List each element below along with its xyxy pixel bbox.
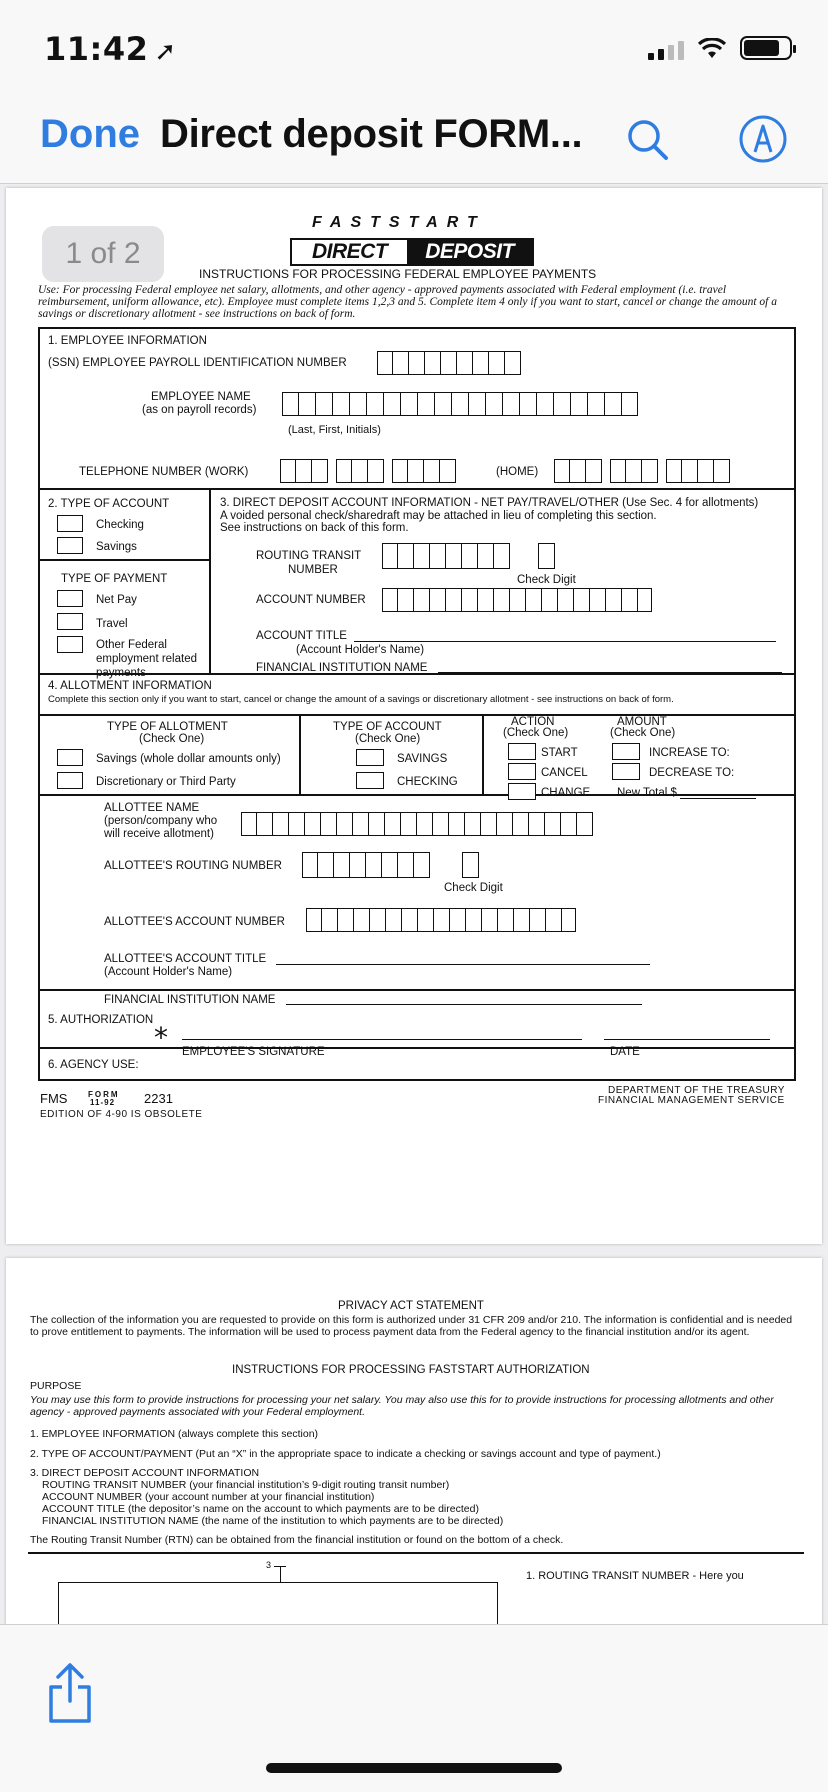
see-instructions-note: See instructions on back of this form. bbox=[220, 522, 409, 534]
check-digit-label: Check Digit bbox=[517, 574, 576, 586]
instruction-item-3b: ACCOUNT NUMBER (your account number at your financial institution) bbox=[42, 1491, 375, 1503]
net-pay-checkbox[interactable] bbox=[57, 590, 83, 607]
type-allotment-label: TYPE OF ALLOTMENT bbox=[107, 721, 228, 733]
telephone-work-area[interactable] bbox=[280, 459, 328, 483]
location-arrow-icon: ➚ bbox=[154, 37, 177, 67]
rtn-info: The Routing Transit Number (RTN) can be obtained from the financial institution or found on the bottom of a check. bbox=[30, 1534, 564, 1546]
date-field[interactable] bbox=[604, 1039, 770, 1040]
travel-checkbox[interactable] bbox=[57, 613, 83, 630]
allotment-savings-label: Savings (whole dollar amounts only) bbox=[96, 753, 281, 765]
employee-name-sublabel: (as on payroll records) bbox=[142, 404, 257, 416]
amount-check-one: (Check One) bbox=[610, 727, 676, 739]
status-time: 11:42 ➚ bbox=[44, 30, 177, 68]
footer-form-number: 11-92 bbox=[90, 1098, 116, 1107]
section-employee-info: 1. EMPLOYEE INFORMATION bbox=[48, 335, 207, 347]
section-direct-deposit: 3. DIRECT DEPOSIT ACCOUNT INFORMATION - NET PAY/TRAVEL/OTHER (Use Sec. 4 for allotments) bbox=[220, 497, 759, 509]
allottee-title-label: ALLOTTEE'S ACCOUNT TITLE bbox=[104, 953, 267, 965]
privacy-title: PRIVACY ACT STATEMENT bbox=[338, 1300, 484, 1312]
form-page-2 bbox=[6, 1258, 822, 1624]
type-allotment-check-one: (Check One) bbox=[139, 733, 205, 745]
checking-label: Checking bbox=[96, 519, 144, 531]
telephone-work-label: TELEPHONE NUMBER (WORK) bbox=[79, 466, 249, 478]
other-federal-checkbox[interactable] bbox=[57, 636, 83, 653]
action-label: ACTION bbox=[511, 716, 555, 728]
faststart-logo: FASTSTART bbox=[312, 214, 486, 231]
allottee-routing-label: ALLOTTEE'S ROUTING NUMBER bbox=[104, 860, 282, 872]
employee-name-label: EMPLOYEE NAME bbox=[151, 391, 251, 403]
voided-check-note: A voided personal check/sharedraft may be attached in lieu of completing this section. bbox=[220, 510, 657, 522]
amount-label: AMOUNT bbox=[617, 716, 667, 728]
allottee-title-field[interactable] bbox=[276, 964, 650, 965]
action-start-checkbox[interactable] bbox=[508, 743, 536, 760]
footer-number: 2231 bbox=[144, 1091, 173, 1106]
footer-fms: FMS bbox=[40, 1091, 68, 1106]
diagram-number: 3 bbox=[266, 1560, 272, 1570]
section-agency-use: 6. AGENCY USE: bbox=[48, 1059, 139, 1071]
navigation-bar bbox=[0, 92, 828, 184]
telephone-home-prefix[interactable] bbox=[610, 459, 658, 483]
check-diagram bbox=[58, 1582, 498, 1583]
privacy-text: The collection of the information you are requested to provide on this form is authorized under 31 CFR 209 and/or 210. The information is confidential and is needed to prove entitlement to payments. The information will be used to process payment data from the Federal agency to the financial institution and/or its agent. bbox=[30, 1314, 793, 1339]
financial-institution-field[interactable] bbox=[438, 672, 782, 673]
instruction-item-3d: FINANCIAL INSTITUTION NAME (the name of the institution to which payments are to be directed) bbox=[42, 1515, 504, 1527]
account-number-label: ACCOUNT NUMBER bbox=[256, 594, 366, 606]
signal-icon bbox=[648, 40, 684, 60]
allottee-name-sublabel-2: will receive allotment) bbox=[104, 828, 214, 840]
allot-savings-label: SAVINGS bbox=[397, 753, 448, 765]
footer-fms-name: FINANCIAL MANAGEMENT SERVICE bbox=[598, 1095, 785, 1106]
allottee-title-sublabel: (Account Holder's Name) bbox=[104, 966, 233, 978]
document-viewer[interactable] bbox=[0, 184, 828, 1624]
action-change-checkbox[interactable] bbox=[508, 783, 536, 800]
decrease-checkbox[interactable] bbox=[612, 763, 640, 780]
signature-label: EMPLOYEE'S SIGNATURE bbox=[182, 1046, 325, 1058]
routing-label-2: NUMBER bbox=[288, 564, 338, 576]
telephone-home-area[interactable] bbox=[554, 459, 602, 483]
use-instructions: Use: For processing Federal employee net salary, allotments, and other agency - approved payments associated with Federal employment (i.e. travel reimbursement, uniform allowance, etc). Employee must complete items 1,2,3 and 5. Complete item 4 only if you want to start, cancel or change the amount of a savings or discretionary allotment - see instructions on back of form. bbox=[38, 284, 777, 321]
telephone-home-line[interactable] bbox=[666, 459, 730, 483]
instruction-item-1: 1. EMPLOYEE INFORMATION (always complete this section) bbox=[30, 1428, 319, 1440]
instructions-title: INSTRUCTIONS FOR PROCESSING FASTSTART AUTHORIZATION bbox=[232, 1364, 590, 1376]
document-title: Direct deposit FORM... bbox=[160, 112, 583, 156]
battery-icon bbox=[740, 36, 792, 60]
checking-checkbox[interactable] bbox=[57, 515, 83, 532]
other-federal-label-3: payments bbox=[96, 667, 146, 679]
footer-edition: EDITION OF 4-90 IS OBSOLETE bbox=[40, 1109, 203, 1120]
new-total-label: New Total $ bbox=[617, 787, 677, 799]
new-total-field[interactable] bbox=[680, 798, 756, 799]
allottee-name-field[interactable] bbox=[241, 812, 593, 836]
increase-label: INCREASE TO: bbox=[649, 747, 730, 759]
search-icon[interactable] bbox=[624, 116, 672, 164]
payment-type-label: TYPE OF PAYMENT bbox=[61, 573, 168, 585]
account-title-field[interactable] bbox=[354, 641, 776, 642]
allotment-savings-checkbox[interactable] bbox=[57, 749, 83, 766]
telephone-work-prefix[interactable] bbox=[336, 459, 384, 483]
section-account-type: 2. TYPE OF ACCOUNT bbox=[48, 498, 170, 510]
page-counter: 1 of 2 bbox=[42, 226, 164, 282]
action-check-one: (Check One) bbox=[503, 727, 569, 739]
financial-institution-label: FINANCIAL INSTITUTION NAME bbox=[256, 662, 428, 674]
savings-checkbox[interactable] bbox=[57, 537, 83, 554]
allottee-name-label: ALLOTTEE NAME bbox=[104, 802, 200, 814]
purpose-text: You may use this form to provide instructions for processing your net salary. You may also use this for to provide instructions for processing allotments and other agency - approved payments associated with your Federal employment. bbox=[30, 1394, 774, 1419]
section-allotment: 4. ALLOTMENT INFORMATION bbox=[48, 680, 212, 692]
date-label: DATE bbox=[610, 1046, 640, 1058]
rtn-diagram-note: 1. ROUTING TRANSIT NUMBER - Here you bbox=[526, 1570, 744, 1582]
account-number-field[interactable] bbox=[382, 588, 652, 612]
home-indicator bbox=[266, 1763, 562, 1773]
telephone-work-line[interactable] bbox=[392, 459, 456, 483]
check-digit-field[interactable] bbox=[538, 543, 555, 569]
footer-department: DEPARTMENT OF THE TREASURY bbox=[608, 1085, 785, 1096]
travel-label: Travel bbox=[96, 618, 128, 630]
form-heading: INSTRUCTIONS FOR PROCESSING FEDERAL EMPLOYEE PAYMENTS bbox=[199, 267, 597, 281]
allottee-name-sublabel: (person/company who bbox=[104, 815, 218, 827]
instruction-item-3a: ROUTING TRANSIT NUMBER (your financial institution’s 9-digit routing transit number) bbox=[42, 1479, 450, 1491]
action-start-label: START bbox=[541, 747, 578, 759]
allottee-check-digit-label: Check Digit bbox=[444, 882, 503, 894]
account-holder-hint: (Account Holder's Name) bbox=[296, 644, 425, 656]
allot-checking-checkbox[interactable] bbox=[356, 772, 384, 789]
net-pay-label: Net Pay bbox=[96, 594, 137, 606]
instruction-item-3: 3. DIRECT DEPOSIT ACCOUNT INFORMATION bbox=[30, 1467, 260, 1479]
status-bar bbox=[0, 0, 828, 92]
ssn-label: (SSN) EMPLOYEE PAYROLL IDENTIFICATION NUMBER bbox=[48, 357, 347, 369]
section-authorization: 5. AUTHORIZATION bbox=[48, 1014, 154, 1026]
allotment-instructions: Complete this section only if you want to start, cancel or change the amount of a savings or discretionary allotment - see instructions on back of form. bbox=[48, 694, 674, 705]
share-icon[interactable] bbox=[46, 1661, 94, 1725]
increase-checkbox[interactable] bbox=[612, 743, 640, 760]
wifi-icon bbox=[698, 38, 726, 60]
footer-form-word: FORM bbox=[88, 1090, 120, 1099]
allot-checking-label: CHECKING bbox=[397, 776, 458, 788]
action-change-label: CHANGE bbox=[541, 787, 591, 799]
status-icons bbox=[648, 36, 792, 60]
purpose-label: PURPOSE bbox=[30, 1380, 82, 1392]
telephone-home-label: (HOME) bbox=[496, 466, 539, 478]
done-button[interactable]: Done bbox=[40, 112, 140, 156]
routing-number-field[interactable] bbox=[382, 543, 510, 569]
decrease-label: DECREASE TO: bbox=[649, 767, 735, 779]
other-federal-label: Other Federal bbox=[96, 639, 167, 651]
name-format-hint: (Last, First, Initials) bbox=[288, 424, 381, 436]
action-cancel-checkbox[interactable] bbox=[508, 763, 536, 780]
allot-savings-checkbox[interactable] bbox=[356, 749, 384, 766]
allotment-discretionary-label: Discretionary or Third Party bbox=[96, 776, 236, 788]
other-federal-label-2: employment related bbox=[96, 653, 197, 665]
direct-deposit-logo: DIRECT DEPOSIT bbox=[290, 238, 534, 266]
ssn-field[interactable] bbox=[377, 351, 521, 375]
routing-label: ROUTING TRANSIT bbox=[256, 550, 362, 562]
allot-account-check-one: (Check One) bbox=[355, 733, 421, 745]
action-cancel-label: CANCEL bbox=[541, 767, 588, 779]
markup-icon[interactable] bbox=[738, 114, 788, 164]
bottom-toolbar bbox=[0, 1624, 828, 1792]
allottee-account-field[interactable] bbox=[306, 908, 576, 932]
account-title-label: ACCOUNT TITLE bbox=[256, 630, 347, 642]
allotment-discretionary-checkbox[interactable] bbox=[57, 772, 83, 789]
signature-field[interactable] bbox=[182, 1039, 582, 1040]
allot-account-type-label: TYPE OF ACCOUNT bbox=[333, 721, 442, 733]
instruction-item-2: 2. TYPE OF ACCOUNT/PAYMENT (Put an “X” in the appropriate space to indicate a checking or savings account and type of payment.) bbox=[30, 1448, 661, 1460]
allottee-check-digit-field[interactable] bbox=[462, 852, 479, 878]
instruction-item-3c: ACCOUNT TITLE (the depositor’s name on the account to which payments are to be directed) bbox=[42, 1503, 479, 1515]
savings-label: Savings bbox=[96, 541, 137, 553]
signature-asterisk: * bbox=[154, 1021, 168, 1054]
allottee-institution-field[interactable] bbox=[286, 1004, 642, 1005]
allottee-routing-field[interactable] bbox=[302, 852, 430, 878]
allottee-institution-label: FINANCIAL INSTITUTION NAME bbox=[104, 994, 276, 1006]
allottee-account-label: ALLOTTEE'S ACCOUNT NUMBER bbox=[104, 916, 285, 928]
employee-name-field[interactable] bbox=[282, 392, 638, 416]
form-page-1 bbox=[6, 188, 822, 1244]
